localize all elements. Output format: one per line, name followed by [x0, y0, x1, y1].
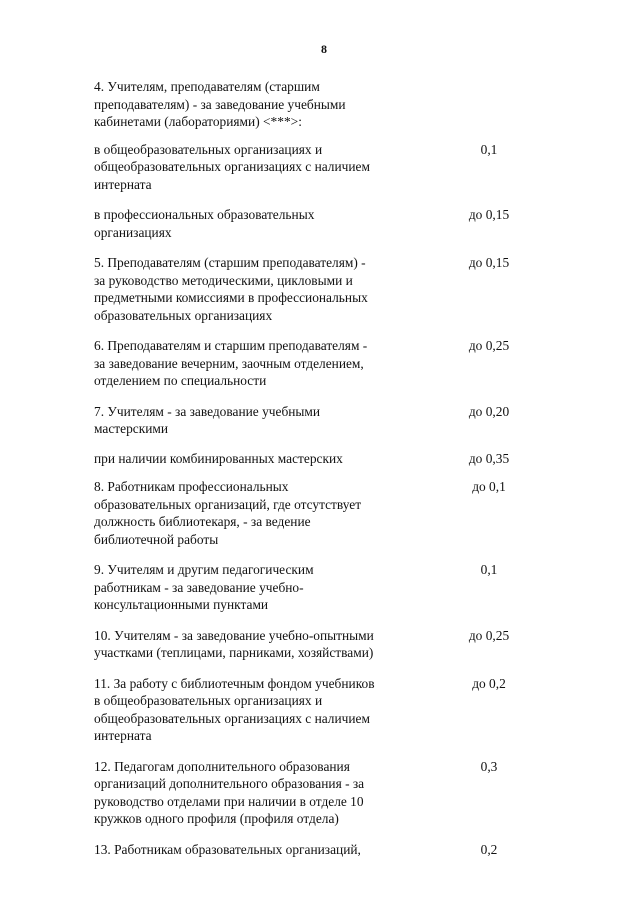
row-value: до 0,1 [472, 479, 506, 494]
row-value: 0,1 [480, 141, 498, 157]
allowance-table [94, 78, 534, 858]
table-row [94, 561, 534, 614]
table-row [94, 627, 534, 662]
table-row [94, 450, 534, 468]
table-row [94, 254, 534, 324]
table-row [94, 403, 534, 438]
row-text: в общеобразовательных организациях и общеобразовательных организациях с наличием интерната [94, 141, 370, 192]
row-text: 10. Учителям - за заведование учебно-опытными участками (теплицами, парниками, хозяйствами) [94, 627, 374, 660]
row-text: 5. Преподавателям (старшим преподавателям) - за руководство методическими, цикловыми и предметными комиссиями в профессиональных образовательных организациях [94, 255, 368, 323]
row-text: 11. За работу с библиотечным фондом учебников в общеобразовательных организациях и общеобразовательных организациях с наличием интерната [94, 675, 375, 743]
row-value: 0,3 [480, 758, 498, 774]
table-row [94, 478, 534, 548]
row-value: до 0,25 [468, 627, 510, 643]
table-row [94, 758, 534, 828]
table-row [94, 78, 534, 131]
table-row [94, 841, 534, 859]
row-value: 0,2 [480, 841, 498, 857]
row-text: 6. Преподавателям и старшим преподавателям - за заведование вечерним, заочным отделением, отделением по специальности [94, 338, 368, 388]
table-row [94, 141, 534, 194]
table-row [94, 675, 534, 745]
page-number: 8 [321, 42, 327, 56]
row-value: до 0,15 [468, 207, 510, 222]
table-row [94, 206, 534, 241]
row-text: 4. Учителям, преподавателям (старшим преподавателям) - за заведование учебными кабинетами (лабораториями) <***>: [94, 79, 346, 129]
row-text: 9. Учителям и другим педагогическим работникам - за заведование учебно- консультационными пунктами [94, 562, 314, 612]
row-text: 13. Работникам образовательных организаций, [94, 841, 361, 857]
row-value: до 0,35 [468, 450, 510, 466]
row-text: 12. Педагогам дополнительного образования организаций дополнительного образования - за руководство отделами при наличии в отделе 10 кружков одного профиля (профиля отдела) [94, 758, 365, 826]
row-text: 7. Учителям - за заведование учебными мастерскими [94, 403, 321, 436]
table-row [94, 337, 534, 390]
row-value: до 0,25 [468, 338, 510, 353]
row-text: в профессиональных образовательных организациях [94, 207, 315, 240]
row-value: 0,1 [480, 562, 498, 577]
row-value: до 0,20 [468, 403, 510, 419]
row-text: при наличии комбинированных мастерских [94, 450, 343, 466]
row-text: 8. Работникам профессиональных образовательных организаций, где отсутствует должность библиотекаря, - за ведение библиотечной работы [94, 479, 362, 547]
row-value: до 0,15 [468, 255, 510, 270]
row-value: до 0,2 [472, 675, 506, 691]
